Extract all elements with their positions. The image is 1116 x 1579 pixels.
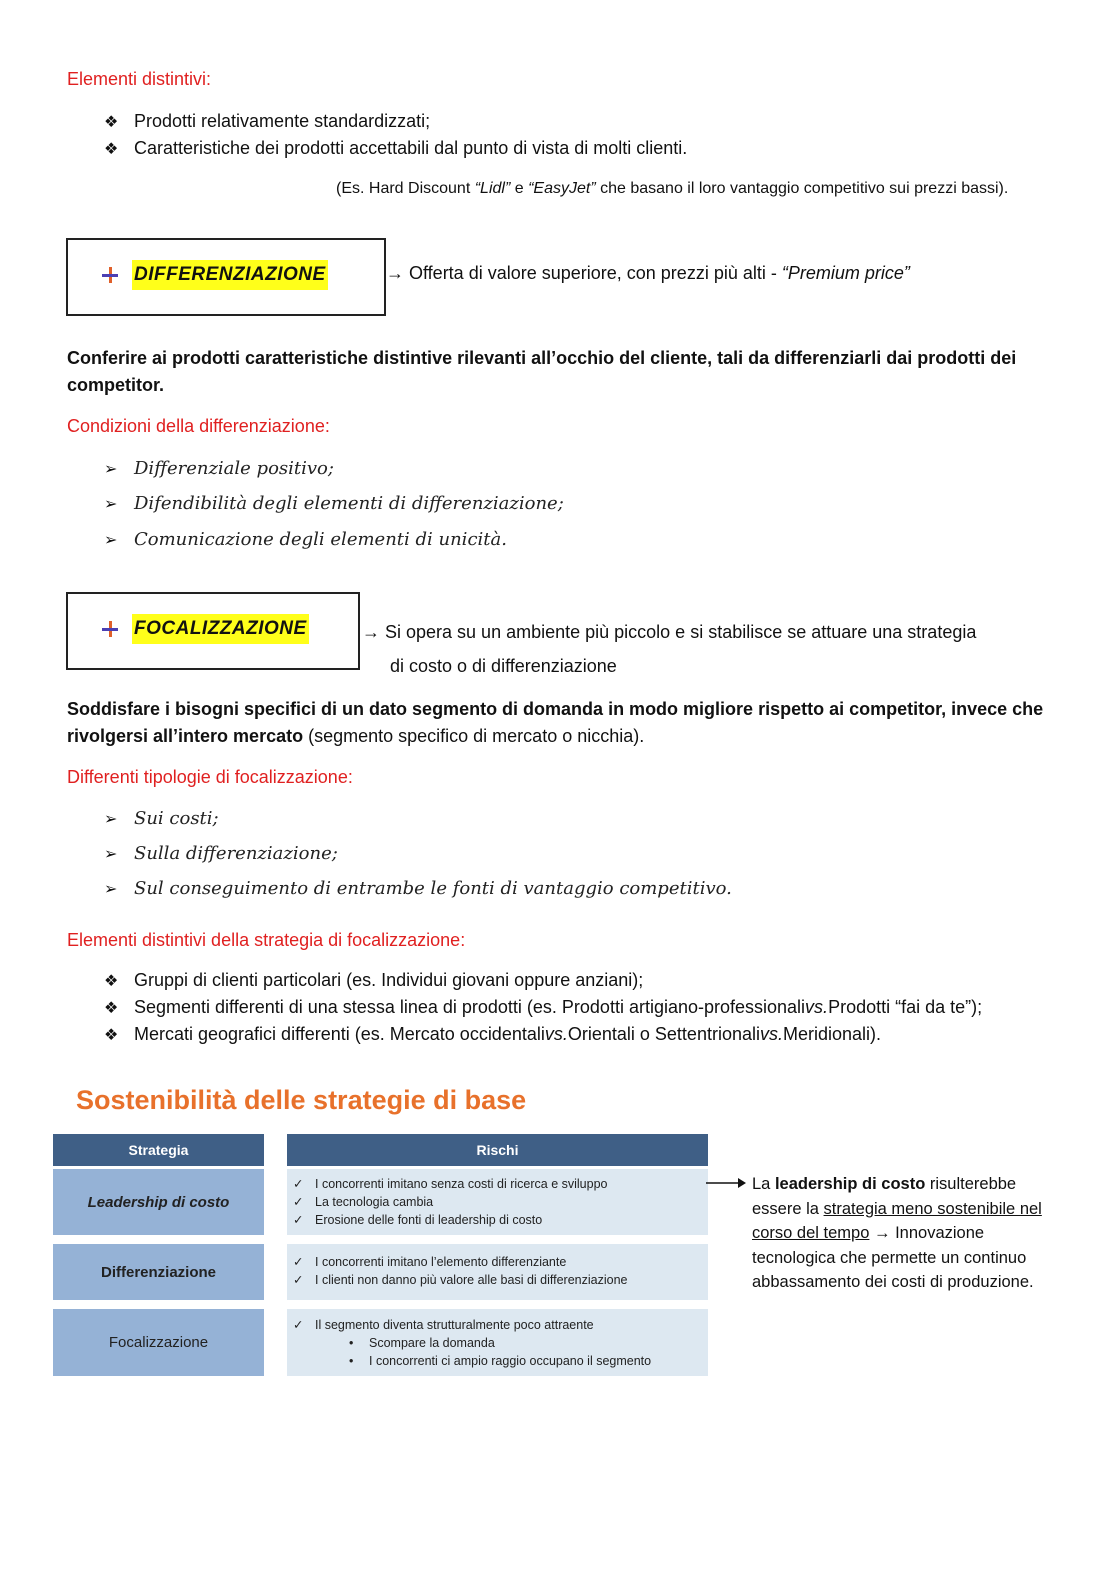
- table-cell-strategy: Differenziazione: [53, 1244, 264, 1300]
- list-item: ❖ Caratteristiche dei prodotti accettabili dal punto di vista di molti clienti.: [104, 138, 688, 158]
- diamond-bullet-icon: ❖: [104, 140, 119, 158]
- arrowhead-bullet-icon: ➢: [104, 845, 118, 863]
- sostenibilita-note: La leadership di costo risulterebbe essere la strategia meno sostenibile nel corso del tempo → Innovazione tecnologica che permette un continuo abbassamento dei costi di produzione.: [752, 1175, 1042, 1291]
- list-item: ❖ Prodotti relativamente standardizzati;: [104, 111, 431, 131]
- focalizzazione-box: [66, 592, 360, 670]
- check-icon: ✓: [293, 1255, 304, 1269]
- diamond-bullet-icon: ❖: [104, 972, 119, 990]
- focalizzazione-description-line2: di costo o di differenziazione: [390, 656, 617, 676]
- arrowhead-bullet-icon: ➢: [104, 810, 118, 828]
- section-heading-elementi-focalizzazione: Elementi distintivi della strategia di focalizzazione:: [67, 930, 466, 950]
- focalizzazione-description: → Si opera su un ambiente più piccolo e si stabilisce se attuare una strategia: [362, 622, 977, 642]
- list-item: ➢ Differenziale positivo;: [104, 458, 334, 479]
- arrow-right-icon: →: [362, 622, 380, 642]
- arrow-right-icon: [706, 1176, 746, 1190]
- table-cell-risks: ✓ I concorrenti imitano senza costi di ricerca e sviluppo ✓ La tecnologia cambia ✓ Erosione delle fonti di leadership di costo: [287, 1169, 708, 1235]
- diamond-bullet-icon: ❖: [104, 1026, 119, 1044]
- list-item: ➢ Difendibilità degli elementi di differenziazione;: [104, 493, 564, 514]
- table-cell-risks: ✓ I concorrenti imitano l’elemento differenziante ✓ I clienti non danno più valore alle basi di differenziazione: [287, 1244, 708, 1300]
- list-item: ❖ Gruppi di clienti particolari (es. Individui giovani oppure anziani);: [104, 970, 644, 990]
- arrowhead-bullet-icon: ➢: [104, 495, 118, 513]
- diamond-bullet-icon: ❖: [104, 113, 119, 131]
- list-item: ➢ Sul conseguimento di entrambe le fonti di vantaggio competitivo.: [104, 878, 732, 899]
- cross-bullet-icon: [102, 621, 118, 637]
- table-header-rischi: Rischi: [287, 1134, 708, 1166]
- table-cell-risks: ✓ Il segmento diventa strutturalmente poco attraente • Scompare la domanda • I concorrenti ci ampio raggio occupano il segmento: [287, 1309, 708, 1376]
- check-icon: ✓: [293, 1177, 304, 1191]
- sostenibilita-title: Sostenibilità delle strategie di base: [76, 1085, 527, 1115]
- differenziazione-description: → Offerta di valore superiore, con prezzi più alti - “Premium price”: [386, 263, 910, 283]
- arrowhead-bullet-icon: ➢: [104, 880, 118, 898]
- arrowhead-bullet-icon: ➢: [104, 531, 118, 549]
- check-icon: ✓: [293, 1213, 304, 1227]
- table-header-strategia: Strategia: [53, 1134, 264, 1166]
- section-heading-elementi: Elementi distintivi:: [67, 69, 212, 89]
- section-heading-condizioni: Condizioni della differenziazione:: [67, 416, 330, 436]
- cross-bullet-icon: [102, 267, 118, 283]
- list-item: ➢ Sulla differenziazione;: [104, 843, 338, 864]
- diamond-bullet-icon: ❖: [104, 999, 119, 1017]
- check-icon: ✓: [293, 1318, 304, 1332]
- table-cell-strategy: Focalizzazione: [53, 1309, 264, 1376]
- check-icon: ✓: [293, 1195, 304, 1209]
- example-note: (Es. Hard Discount “Lidl” e “EasyJet” che basano il loro vantaggio competitivo sui prezzi bassi).: [336, 180, 1009, 197]
- list-item: ➢ Sui costi;: [104, 808, 219, 829]
- list-item: ❖ Segmenti differenti di una stessa linea di prodotti (es. Prodotti artigiano-professionali vs. Prodotti “fai da te”);: [104, 997, 983, 1017]
- list-item: ➢ Comunicazione degli elementi di unicità.: [104, 529, 507, 550]
- list-item: ❖ Mercati geografici differenti (es. Mercato occidentali vs. Orientali o Settentrionali vs. Meridionali).: [104, 1024, 882, 1044]
- check-icon: ✓: [293, 1273, 304, 1287]
- table-cell-strategy: Leadership di costo: [53, 1169, 264, 1235]
- arrow-right-icon: →: [386, 263, 404, 283]
- focalizzazione-paragraph: Soddisfare i bisogni specifici di un dato segmento di domanda in modo migliore rispetto ai competitor, invece che rivolgersi all’intero mercato (segmento specifico di mercato o nicchia).: [67, 699, 1044, 746]
- differenziazione-box: [66, 238, 386, 316]
- section-heading-tipologie: Differenti tipologie di focalizzazione:: [67, 767, 353, 787]
- differenziazione-title: DIFFERENZIAZIONE: [132, 260, 328, 290]
- arrowhead-bullet-icon: ➢: [104, 460, 118, 478]
- differenziazione-paragraph: Conferire ai prodotti caratteristiche distintive rilevanti all’occhio del cliente, tali da differenziarli dai prodotti dei competitor.: [67, 348, 1017, 395]
- dot-bullet-icon: •: [349, 1336, 354, 1350]
- dot-bullet-icon: •: [349, 1354, 354, 1368]
- focalizzazione-title: FOCALIZZAZIONE: [132, 614, 309, 644]
